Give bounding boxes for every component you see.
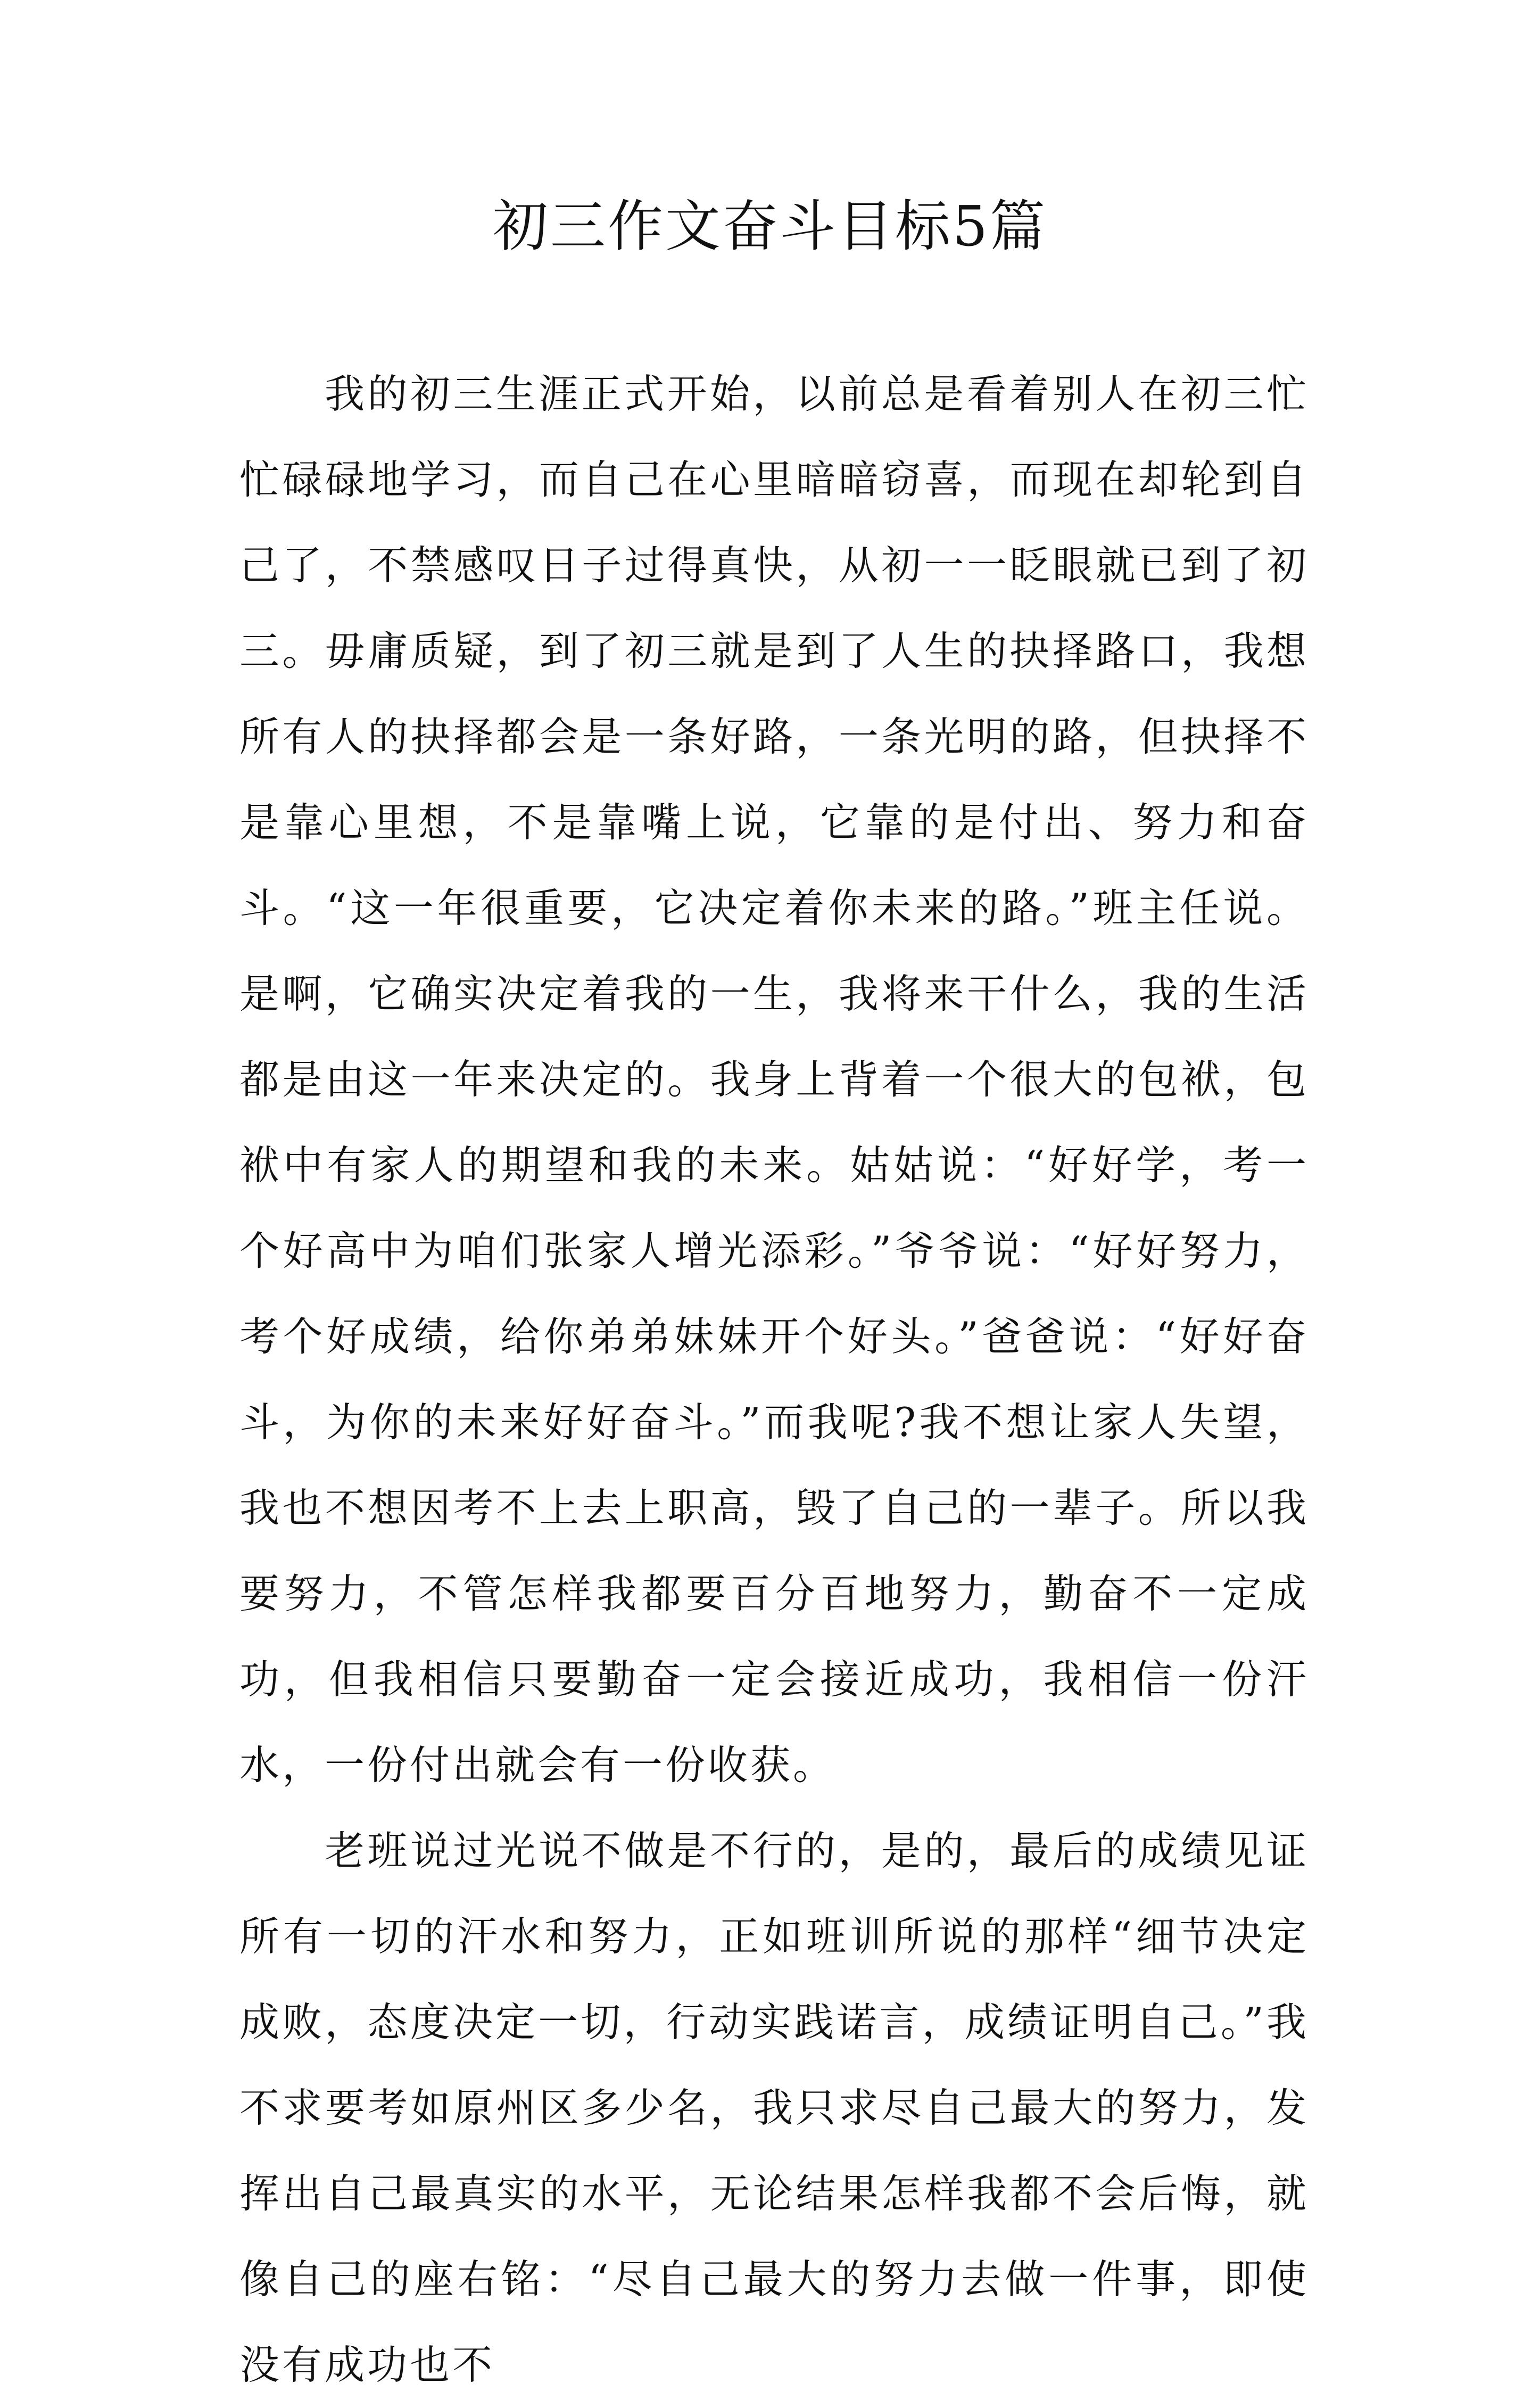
document-title: 初三作文奋斗目标5篇 <box>492 194 1048 259</box>
paragraph-2: 老班说过光说不做是不行的，是的，最后的成绩见证所有一切的汗水和努力，正如班训所说的那样“细节决定成败，态度决定一切，行动实践诺言，成绩证明自己。”我不求要考如原州区多少名，我只求尽自己最大的努力，发挥出自己最真实的水平，无论结果怎样我都不会后悔，就像自己的座右铭：“尽自己最大的努力去做一件事，即使没有成功也不 <box>239 1827 1309 2388</box>
document-body <box>239 351 1309 2408</box>
paragraph-1: 我的初三生涯正式开始，以前总是看着别人在初三忙忙碌碌地学习，而自己在心里暗暗窃喜，而现在却轮到自己了，不禁感叹日子过得真快，从初一一眨眼就已到了初三。毋庸质疑，到了初三就是到了人生的抉择路口，我想所有人的抉择都会是一条好路，一条光明的路，但抉择不是靠心里想，不是靠嘴上说，它靠的是付出、努力和奋斗。“这一年很重要，它决定着你未来的路。”班主任说。是啊，它确实决定着我的一生，我将来干什么，我的生活都是由这一年来决定的。我身上背着一个很大的包袱，包袱中有家人的期望和我的未来。姑姑说：“好好学，考一个好高中为咱们张家人增光添彩。”爷爷说：“好好努力，考个好成绩，给你弟弟妹妹开个好头。”爸爸说：“好好奋斗，为你的未来好好奋斗。”而我呢?我不想让家人失望，我也不想因考不上去上职高，毁了自己的一辈子。所以我要努力，不管怎样我都要百分百地努力，勤奋不一定成功，但我相信只要勤奋一定会接近成功，我相信一份汗水，一份付出就会有一份收获。 <box>239 370 1309 1788</box>
